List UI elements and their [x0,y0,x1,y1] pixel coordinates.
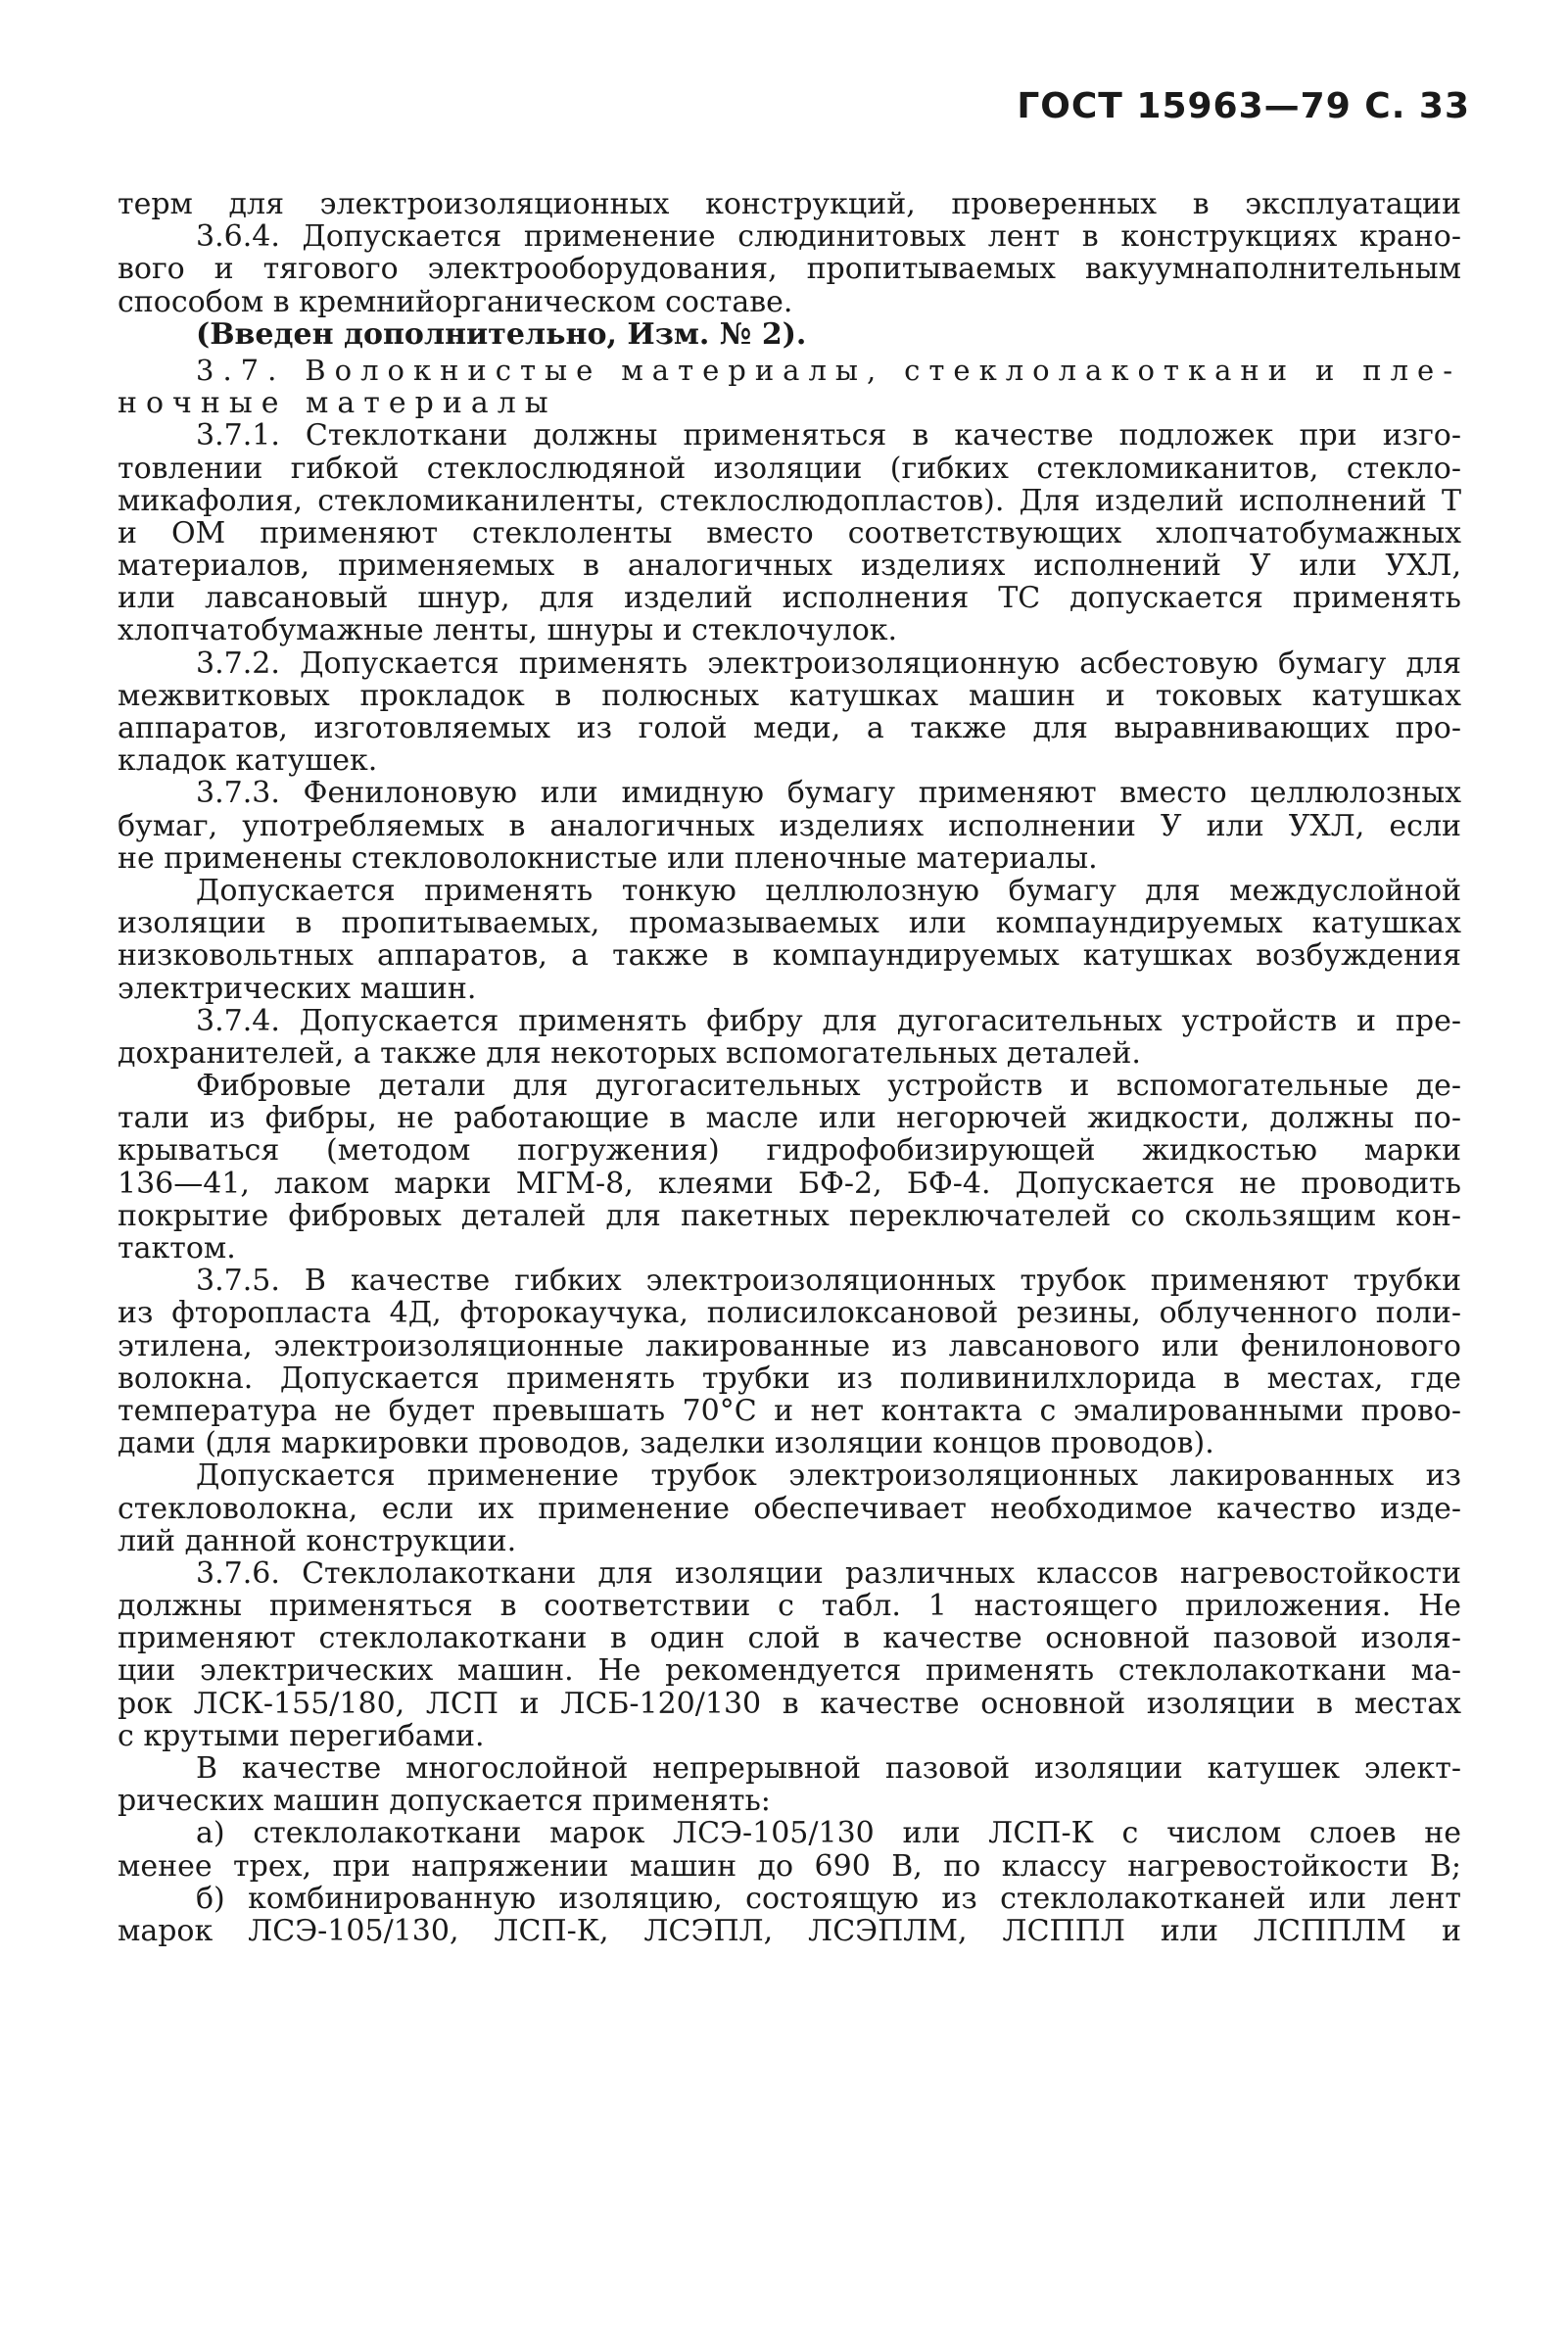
text-line: аппаратов, изготовляемых из голой меди, а также для выравнивающих про- [118,711,1461,745]
text-line: дами (для маркировки проводов, заделки изоляции концов проводов). [118,1426,1214,1461]
text-line: 3.6.4. Допускается применение слюдинитовых лент в конструкциях крано- [196,219,1461,255]
text-line: 3.7.6. Стеклолакоткани для изоляции различных классов нагревостойкости [196,1555,1461,1591]
text-line: волокна. Допускается применять трубки из поливинилхлорида в местах, где [118,1361,1461,1396]
list-item: а) стеклолакоткани марок ЛСЭ-105/130 или ЛСП-К с числом слоев не [196,1816,1461,1851]
text-line: терм для электроизоляционных конструкций, проверенных в эксплуатации [118,187,1461,221]
text-line: тактом. [118,1231,236,1266]
text-line: рок ЛСК-155/180, ЛСП и ЛСБ-120/130 в качестве основной изоляции в местах [118,1686,1461,1721]
text-line: лий данной конструкции. [118,1523,517,1558]
text-line: Фибровые детали для дугогасительных устройств и вспомогательные де- [196,1069,1461,1104]
text-line: с крутыми перегибами. [118,1718,485,1753]
text-line: бумаг, употребляемых в аналогичных изделиях исполнении У или УХЛ, если [118,808,1461,843]
text-line: Допускается применять тонкую целлюлозную бумагу для междуслойной [196,873,1461,908]
text-line: способом в кремнийорганическом составе. [118,284,793,319]
text-line: крываться (методом погружения) гидрофобизирующей жидкостью марки [118,1133,1461,1169]
text-line: этилена, электроизоляционные лакированные из лавсанового или фенилонового [118,1328,1461,1363]
text-line: микафолия, стекломиканиленты, стеклослюдопластов). Для изделий исполнений Т [118,483,1461,518]
text-line: изоляции в пропитываемых, промазываемых или компаундируемых катушках [118,906,1461,941]
text-line: В качестве многослойной непрерывной пазовой изоляции катушек элект- [196,1751,1461,1786]
text-line: кладок катушек. [118,743,378,779]
text-line: 3.7.1. Стеклоткани должны применяться в качестве подложек при изго- [196,418,1461,454]
text-line: вого и тягового электрооборудования, пропитываемых вакуумнаполнительным [118,252,1461,287]
text-line: 3.7.2. Допускается применять электроизоляционную асбестовую бумагу для [196,645,1461,681]
text-line: 3.7.3. Фенилоновую или имидную бумагу применяют вместо целлюлозных [196,776,1461,811]
text-line: материалов, применяемых в аналогичных изделиях исполнений У или УХЛ, [118,549,1461,584]
text-line: марок ЛСЭ-105/130, ЛСП-К, ЛСЭПЛ, ЛСЭПЛМ, ЛСППЛ или ЛСППЛМ и [118,1913,1461,1948]
text-line: тали из фибры, не работающие в масле или негорючей жидкости, должны по- [118,1101,1461,1136]
text-line: 3.7.5. В качестве гибких электроизоляционных трубок применяют трубки [196,1264,1461,1299]
body-text [118,188,1461,1947]
text-line: хлопчатобумажные ленты, шнуры и стеклочулок. [118,613,898,648]
text-line: 3.7.4. Допускается применять фибру для дугогасительных устройств и пре- [196,1003,1461,1038]
text-line: температура не будет превышать 70°С и нет контакта с эмалированными прово- [118,1393,1461,1428]
text-line: из фторопласта 4Д, фторокаучука, полисилоксановой резины, облученного поли- [118,1296,1461,1331]
page-header: ГОСТ 15963—79 С. 33 [1017,86,1470,126]
text-line: покрытие фибровых деталей для пакетных переключателей со скользящим кон- [118,1198,1461,1233]
text-line: межвитковых прокладок в полюсных катушках машин и токовых катушках [118,678,1461,713]
list-item: б) комбинированную изоляцию, состоящую из стеклолакотканей или лент [196,1881,1461,1916]
text-line: применяют стеклолакоткани в один слой в качестве основной пазовой изоля- [118,1621,1461,1656]
amendment-note: (Введен дополнительно, Изм. № 2). [196,316,807,352]
text-line: дохранителей, а также для некоторых вспомогательных деталей. [118,1035,1141,1071]
text-line: или лавсановый шнур, для изделий исполнения ТС допускается применять [118,581,1461,616]
text-line: низковольтных аппаратов, а также в компаундируемых катушках возбуждения [118,938,1461,974]
text-line: рических машин допускается применять: [118,1784,771,1819]
text-line: ции электрических машин. Не рекомендуется применять стеклолакоткани ма- [118,1653,1461,1689]
section-heading: 3.7. Волокнистые материалы, стеклолакоткани и пле- [196,353,1461,387]
text-line: электрических машин. [118,971,477,1006]
text-line: стекловолокна, если их применение обеспечивает необходимое качество изде- [118,1491,1461,1526]
text-line: и ОМ применяют стеклоленты вместо соответствующих хлопчатобумажных [118,515,1461,550]
text-line: не применены стекловолокнистые или пленочные материалы. [118,840,1098,876]
section-heading: ночные материалы [118,386,557,421]
text-line: должны применяться в соответствии с табл. 1 настоящего приложения. Не [118,1589,1461,1624]
text-line: 136—41, лаком марки МГМ-8, клеями БФ-2, БФ-4. Допускается не проводить [118,1166,1461,1201]
text-line: Допускается применение трубок электроизоляционных лакированных из [196,1458,1461,1494]
text-line: менее трех, при напряжении машин до 690 В, по классу нагревостойкости В; [118,1848,1461,1884]
text-line: товлении гибкой стеклослюдяной изоляции (гибких стекломиканитов, стекло- [118,451,1461,486]
